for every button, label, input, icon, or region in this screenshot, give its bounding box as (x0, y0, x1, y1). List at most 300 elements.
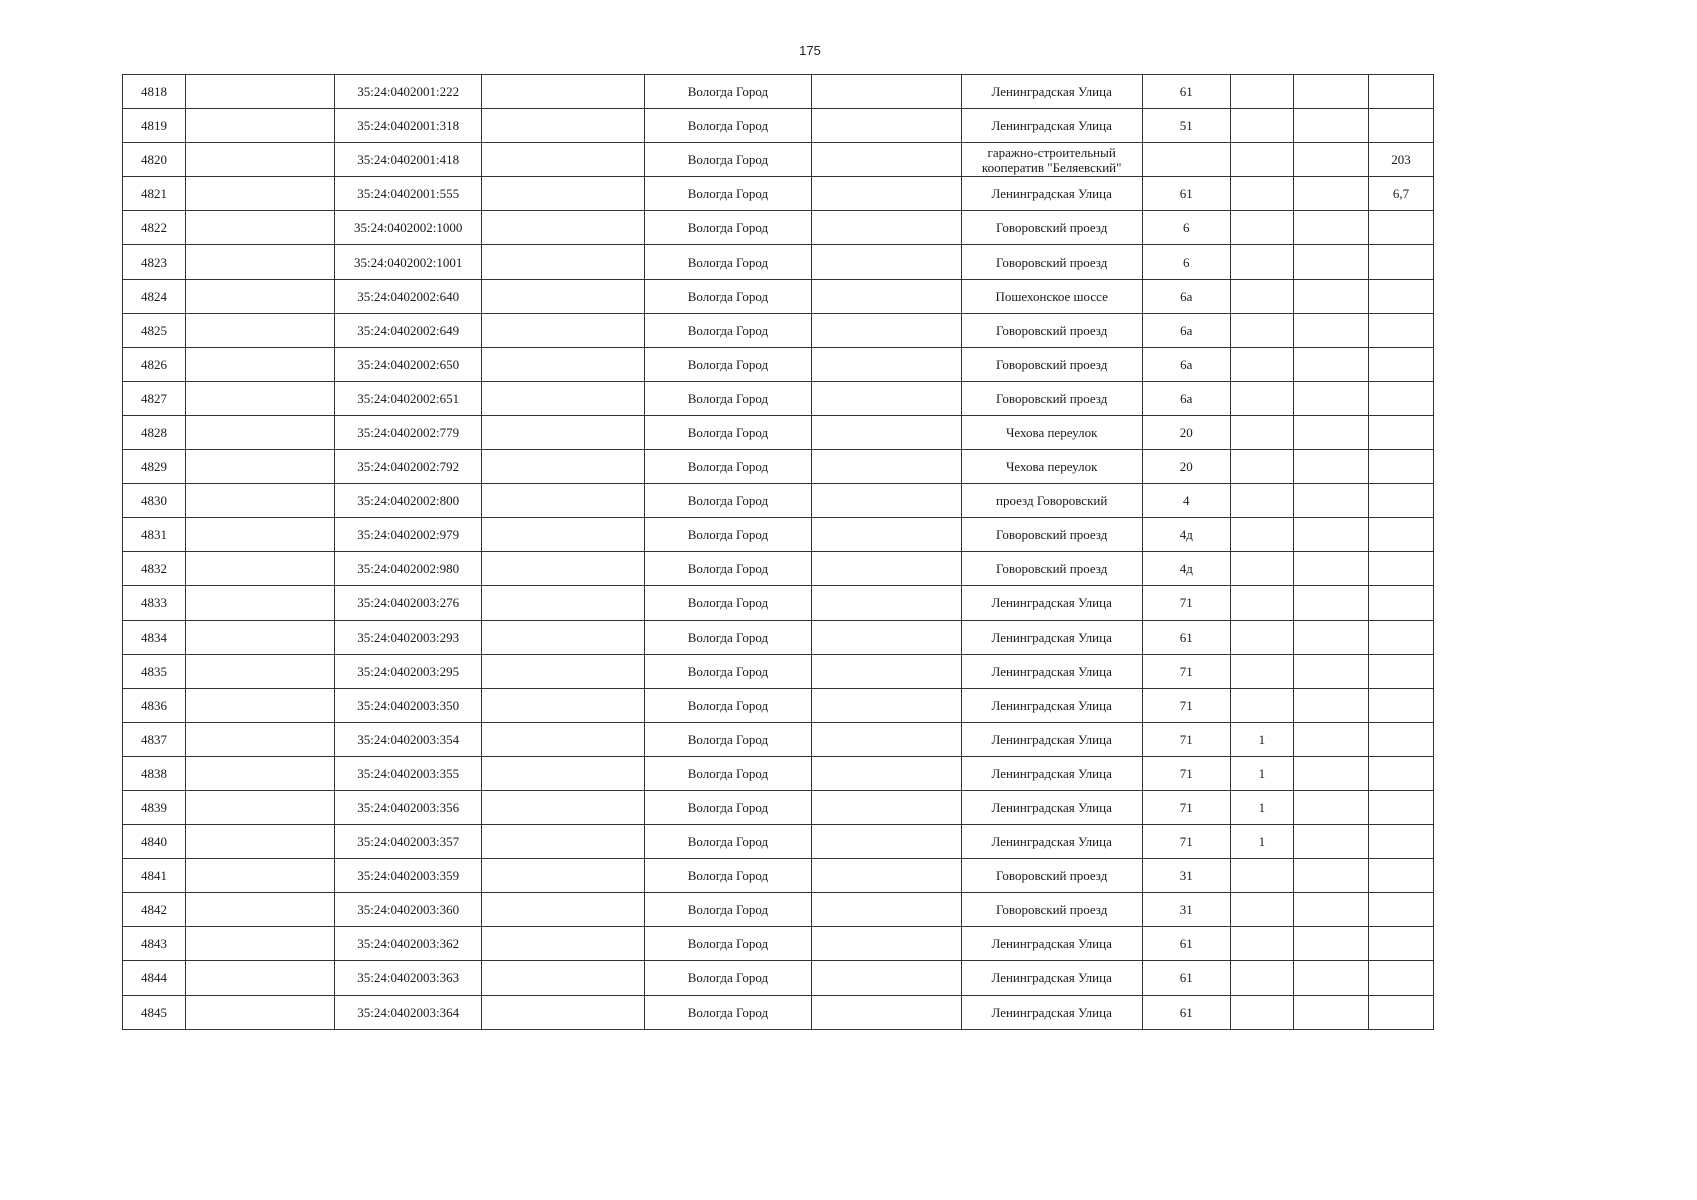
premises-cell (1368, 347, 1433, 381)
street-cell: Ленинградская Улица (961, 825, 1142, 859)
house-number-cell: 71 (1142, 825, 1230, 859)
empty-cell (186, 756, 335, 790)
empty-cell (186, 859, 335, 893)
empty-cell (1293, 415, 1368, 449)
cadastral-number-cell: 35:24:0402003:295 (335, 654, 482, 688)
row-number-cell: 4839 (123, 790, 186, 824)
empty-cell (1293, 75, 1368, 109)
premises-cell (1368, 484, 1433, 518)
empty-cell (482, 688, 645, 722)
empty-cell (811, 927, 961, 961)
street-cell: Пошехонское шоссе (961, 279, 1142, 313)
street-cell: Чехова переулок (961, 415, 1142, 449)
cadastral-number-cell: 35:24:0402003:359 (335, 859, 482, 893)
table-row (123, 450, 1434, 484)
row-number-cell: 4844 (123, 961, 186, 995)
empty-cell (482, 552, 645, 586)
street-cell: проезд Говоровский (961, 484, 1142, 518)
empty-cell (482, 654, 645, 688)
house-number-cell: 71 (1142, 722, 1230, 756)
row-number-cell: 4821 (123, 177, 186, 211)
empty-cell (186, 75, 335, 109)
empty-cell (482, 722, 645, 756)
empty-cell (1293, 790, 1368, 824)
street-cell: Говоровский проезд (961, 859, 1142, 893)
empty-cell (811, 381, 961, 415)
settlement-cell: Вологда Город (645, 347, 811, 381)
premises-cell (1368, 756, 1433, 790)
premises-cell (1368, 688, 1433, 722)
cadastral-number-cell: 35:24:0402002:792 (335, 450, 482, 484)
premises-cell: 203 (1368, 143, 1433, 177)
empty-cell (811, 75, 961, 109)
street-cell: Ленинградская Улица (961, 927, 1142, 961)
house-number-cell: 61 (1142, 995, 1230, 1029)
settlement-cell: Вологда Город (645, 825, 811, 859)
building-cell (1230, 415, 1293, 449)
cadastral-number-cell: 35:24:0402001:222 (335, 75, 482, 109)
settlement-cell: Вологда Город (645, 756, 811, 790)
row-number-cell: 4828 (123, 415, 186, 449)
building-cell: 1 (1230, 825, 1293, 859)
settlement-cell: Вологда Город (645, 279, 811, 313)
cadastral-number-cell: 35:24:0402002:640 (335, 279, 482, 313)
building-cell: 1 (1230, 756, 1293, 790)
street-cell: Говоровский проезд (961, 381, 1142, 415)
empty-cell (186, 415, 335, 449)
building-cell (1230, 313, 1293, 347)
row-number-cell: 4818 (123, 75, 186, 109)
house-number-cell: 51 (1142, 109, 1230, 143)
street-cell: Ленинградская Улица (961, 790, 1142, 824)
table-row (123, 484, 1434, 518)
street-cell: Говоровский проезд (961, 313, 1142, 347)
street-cell: Ленинградская Улица (961, 688, 1142, 722)
empty-cell (482, 893, 645, 927)
house-number-cell: 6 (1142, 211, 1230, 245)
empty-cell (186, 722, 335, 756)
empty-cell (1293, 995, 1368, 1029)
empty-cell (482, 347, 645, 381)
table-row (123, 211, 1434, 245)
empty-cell (186, 927, 335, 961)
row-number-cell: 4825 (123, 313, 186, 347)
row-number-cell: 4832 (123, 552, 186, 586)
table-row (123, 381, 1434, 415)
premises-cell (1368, 859, 1433, 893)
cadastral-number-cell: 35:24:0402002:980 (335, 552, 482, 586)
empty-cell (186, 961, 335, 995)
settlement-cell: Вологда Город (645, 961, 811, 995)
empty-cell (1293, 722, 1368, 756)
house-number-cell: 71 (1142, 688, 1230, 722)
empty-cell (482, 109, 645, 143)
house-number-cell: 20 (1142, 415, 1230, 449)
empty-cell (811, 109, 961, 143)
house-number-cell: 4д (1142, 518, 1230, 552)
empty-cell (811, 415, 961, 449)
premises-cell (1368, 450, 1433, 484)
premises-cell (1368, 415, 1433, 449)
building-cell (1230, 586, 1293, 620)
building-cell (1230, 995, 1293, 1029)
empty-cell (186, 484, 335, 518)
cadastral-number-cell: 35:24:0402003:293 (335, 620, 482, 654)
premises-cell (1368, 211, 1433, 245)
table-row (123, 893, 1434, 927)
empty-cell (1293, 927, 1368, 961)
house-number-cell: 61 (1142, 927, 1230, 961)
empty-cell (482, 415, 645, 449)
street-cell: Говоровский проезд (961, 347, 1142, 381)
empty-cell (186, 313, 335, 347)
empty-cell (811, 859, 961, 893)
settlement-cell: Вологда Город (645, 893, 811, 927)
cadastral-number-cell: 35:24:0402002:651 (335, 381, 482, 415)
table-row (123, 790, 1434, 824)
building-cell (1230, 484, 1293, 518)
cadastral-number-cell: 35:24:0402002:649 (335, 313, 482, 347)
street-cell: Ленинградская Улица (961, 586, 1142, 620)
street-cell: Ленинградская Улица (961, 995, 1142, 1029)
settlement-cell: Вологда Город (645, 484, 811, 518)
building-cell (1230, 245, 1293, 279)
row-number-cell: 4824 (123, 279, 186, 313)
table-row (123, 552, 1434, 586)
empty-cell (482, 484, 645, 518)
table-row (123, 927, 1434, 961)
settlement-cell: Вологда Город (645, 450, 811, 484)
empty-cell (1293, 756, 1368, 790)
street-cell: Чехова переулок (961, 450, 1142, 484)
house-number-cell: 61 (1142, 961, 1230, 995)
cadastral-number-cell: 35:24:0402003:362 (335, 927, 482, 961)
empty-cell (811, 347, 961, 381)
cadastral-number-cell: 35:24:0402003:350 (335, 688, 482, 722)
empty-cell (811, 143, 961, 177)
empty-cell (811, 790, 961, 824)
row-number-cell: 4838 (123, 756, 186, 790)
cadastral-number-cell: 35:24:0402002:1000 (335, 211, 482, 245)
empty-cell (482, 518, 645, 552)
settlement-cell: Вологда Город (645, 75, 811, 109)
cadastral-number-cell: 35:24:0402003:356 (335, 790, 482, 824)
premises-cell (1368, 313, 1433, 347)
cadastral-number-cell: 35:24:0402002:650 (335, 347, 482, 381)
empty-cell (186, 825, 335, 859)
settlement-cell: Вологда Город (645, 415, 811, 449)
building-cell (1230, 893, 1293, 927)
street-cell: Ленинградская Улица (961, 756, 1142, 790)
empty-cell (482, 620, 645, 654)
empty-cell (811, 654, 961, 688)
empty-cell (811, 756, 961, 790)
empty-cell (1293, 654, 1368, 688)
premises-cell (1368, 381, 1433, 415)
settlement-cell: Вологда Город (645, 654, 811, 688)
cadastral-number-cell: 35:24:0402002:1001 (335, 245, 482, 279)
table-row (123, 75, 1434, 109)
empty-cell (482, 859, 645, 893)
empty-cell (811, 552, 961, 586)
cadastral-number-cell: 35:24:0402002:800 (335, 484, 482, 518)
settlement-cell: Вологда Город (645, 518, 811, 552)
row-number-cell: 4831 (123, 518, 186, 552)
empty-cell (186, 347, 335, 381)
table-row (123, 586, 1434, 620)
row-number-cell: 4833 (123, 586, 186, 620)
street-cell: Ленинградская Улица (961, 722, 1142, 756)
cadastral-number-cell: 35:24:0402002:779 (335, 415, 482, 449)
premises-cell (1368, 995, 1433, 1029)
cadastral-number-cell: 35:24:0402003:363 (335, 961, 482, 995)
empty-cell (1293, 381, 1368, 415)
street-cell: Ленинградская Улица (961, 654, 1142, 688)
settlement-cell: Вологда Город (645, 211, 811, 245)
empty-cell (186, 109, 335, 143)
empty-cell (811, 961, 961, 995)
empty-cell (1293, 177, 1368, 211)
row-number-cell: 4843 (123, 927, 186, 961)
empty-cell (482, 927, 645, 961)
house-number-cell: 31 (1142, 893, 1230, 927)
premises-cell (1368, 927, 1433, 961)
empty-cell (1293, 518, 1368, 552)
house-number-cell: 61 (1142, 177, 1230, 211)
empty-cell (186, 518, 335, 552)
street-cell: Говоровский проезд (961, 518, 1142, 552)
row-number-cell: 4827 (123, 381, 186, 415)
table-row (123, 518, 1434, 552)
house-number-cell: 4д (1142, 552, 1230, 586)
premises-cell (1368, 245, 1433, 279)
row-number-cell: 4820 (123, 143, 186, 177)
building-cell (1230, 859, 1293, 893)
cadastral-number-cell: 35:24:0402001:418 (335, 143, 482, 177)
cadastral-number-cell: 35:24:0402003:276 (335, 586, 482, 620)
premises-cell (1368, 893, 1433, 927)
house-number-cell: 20 (1142, 450, 1230, 484)
premises-cell (1368, 620, 1433, 654)
building-cell (1230, 347, 1293, 381)
cadastral-number-cell: 35:24:0402003:354 (335, 722, 482, 756)
empty-cell (1293, 620, 1368, 654)
street-cell: Говоровский проезд (961, 211, 1142, 245)
row-number-cell: 4836 (123, 688, 186, 722)
premises-cell (1368, 75, 1433, 109)
building-cell (1230, 961, 1293, 995)
empty-cell (186, 143, 335, 177)
table-row (123, 995, 1434, 1029)
house-number-cell: 71 (1142, 756, 1230, 790)
row-number-cell: 4845 (123, 995, 186, 1029)
premises-cell: 6,7 (1368, 177, 1433, 211)
empty-cell (1293, 484, 1368, 518)
settlement-cell: Вологда Город (645, 790, 811, 824)
premises-cell (1368, 586, 1433, 620)
empty-cell (811, 211, 961, 245)
row-number-cell: 4842 (123, 893, 186, 927)
row-number-cell: 4823 (123, 245, 186, 279)
empty-cell (1293, 688, 1368, 722)
street-cell: Говоровский проезд (961, 893, 1142, 927)
settlement-cell: Вологда Город (645, 313, 811, 347)
empty-cell (186, 893, 335, 927)
empty-cell (1293, 859, 1368, 893)
empty-cell (186, 790, 335, 824)
empty-cell (482, 177, 645, 211)
house-number-cell (1142, 143, 1230, 177)
empty-cell (186, 381, 335, 415)
building-cell: 1 (1230, 790, 1293, 824)
empty-cell (186, 245, 335, 279)
empty-cell (811, 313, 961, 347)
building-cell: 1 (1230, 722, 1293, 756)
cadastral-number-cell: 35:24:0402003:360 (335, 893, 482, 927)
empty-cell (1293, 893, 1368, 927)
building-cell (1230, 450, 1293, 484)
empty-cell (186, 586, 335, 620)
house-number-cell: 6 (1142, 245, 1230, 279)
row-number-cell: 4834 (123, 620, 186, 654)
empty-cell (482, 211, 645, 245)
row-number-cell: 4822 (123, 211, 186, 245)
premises-cell (1368, 552, 1433, 586)
house-number-cell: 4 (1142, 484, 1230, 518)
building-cell (1230, 279, 1293, 313)
building-cell (1230, 75, 1293, 109)
settlement-cell: Вологда Город (645, 245, 811, 279)
premises-cell (1368, 279, 1433, 313)
building-cell (1230, 927, 1293, 961)
empty-cell (186, 177, 335, 211)
empty-cell (811, 450, 961, 484)
empty-cell (186, 995, 335, 1029)
empty-cell (482, 995, 645, 1029)
row-number-cell: 4830 (123, 484, 186, 518)
house-number-cell: 31 (1142, 859, 1230, 893)
empty-cell (1293, 211, 1368, 245)
building-cell (1230, 109, 1293, 143)
empty-cell (482, 450, 645, 484)
settlement-cell: Вологда Город (645, 586, 811, 620)
cadastral-number-cell: 35:24:0402003:357 (335, 825, 482, 859)
street-cell: Ленинградская Улица (961, 75, 1142, 109)
table-row (123, 415, 1434, 449)
empty-cell (1293, 313, 1368, 347)
table-row (123, 109, 1434, 143)
row-number-cell: 4837 (123, 722, 186, 756)
cadastral-number-cell: 35:24:0402001:555 (335, 177, 482, 211)
premises-cell (1368, 961, 1433, 995)
settlement-cell: Вологда Город (645, 381, 811, 415)
row-number-cell: 4826 (123, 347, 186, 381)
empty-cell (1293, 586, 1368, 620)
table-row (123, 620, 1434, 654)
premises-cell (1368, 790, 1433, 824)
street-cell: Говоровский проезд (961, 552, 1142, 586)
house-number-cell: 6а (1142, 347, 1230, 381)
empty-cell (482, 586, 645, 620)
empty-cell (811, 586, 961, 620)
empty-cell (482, 75, 645, 109)
cadastral-number-cell: 35:24:0402003:364 (335, 995, 482, 1029)
table-row (123, 722, 1434, 756)
empty-cell (482, 790, 645, 824)
empty-cell (811, 245, 961, 279)
cadastral-number-cell: 35:24:0402002:979 (335, 518, 482, 552)
building-cell (1230, 552, 1293, 586)
premises-cell (1368, 825, 1433, 859)
house-number-cell: 71 (1142, 586, 1230, 620)
empty-cell (186, 211, 335, 245)
street-cell: Ленинградская Улица (961, 961, 1142, 995)
empty-cell (1293, 552, 1368, 586)
empty-cell (186, 279, 335, 313)
building-cell (1230, 620, 1293, 654)
row-number-cell: 4819 (123, 109, 186, 143)
empty-cell (1293, 143, 1368, 177)
building-cell (1230, 654, 1293, 688)
page-number: 175 (799, 43, 821, 58)
empty-cell (482, 143, 645, 177)
empty-cell (482, 961, 645, 995)
premises-cell (1368, 109, 1433, 143)
table-row (123, 756, 1434, 790)
settlement-cell: Вологда Город (645, 995, 811, 1029)
empty-cell (186, 450, 335, 484)
building-cell (1230, 177, 1293, 211)
cadastral-number-cell: 35:24:0402001:318 (335, 109, 482, 143)
empty-cell (1293, 109, 1368, 143)
street-cell: Говоровский проезд (961, 245, 1142, 279)
empty-cell (811, 177, 961, 211)
empty-cell (482, 279, 645, 313)
building-cell (1230, 518, 1293, 552)
premises-cell (1368, 518, 1433, 552)
table-row (123, 688, 1434, 722)
settlement-cell: Вологда Город (645, 927, 811, 961)
empty-cell (186, 620, 335, 654)
empty-cell (811, 518, 961, 552)
house-number-cell: 6а (1142, 313, 1230, 347)
settlement-cell: Вологда Город (645, 552, 811, 586)
table-row (123, 961, 1434, 995)
house-number-cell: 71 (1142, 790, 1230, 824)
cadastral-number-cell: 35:24:0402003:355 (335, 756, 482, 790)
empty-cell (482, 245, 645, 279)
empty-cell (811, 279, 961, 313)
building-cell (1230, 211, 1293, 245)
house-number-cell: 71 (1142, 654, 1230, 688)
table-body (123, 75, 1434, 1030)
settlement-cell: Вологда Город (645, 688, 811, 722)
settlement-cell: Вологда Город (645, 859, 811, 893)
premises-cell (1368, 654, 1433, 688)
settlement-cell: Вологда Город (645, 143, 811, 177)
street-cell: гаражно-строительный кооператив "Беляевский" (961, 143, 1142, 177)
address-registry-table (122, 74, 1434, 1030)
empty-cell (482, 825, 645, 859)
building-cell (1230, 143, 1293, 177)
empty-cell (1293, 279, 1368, 313)
table-row (123, 825, 1434, 859)
table-row (123, 654, 1434, 688)
row-number-cell: 4835 (123, 654, 186, 688)
empty-cell (811, 722, 961, 756)
row-number-cell: 4840 (123, 825, 186, 859)
empty-cell (811, 620, 961, 654)
